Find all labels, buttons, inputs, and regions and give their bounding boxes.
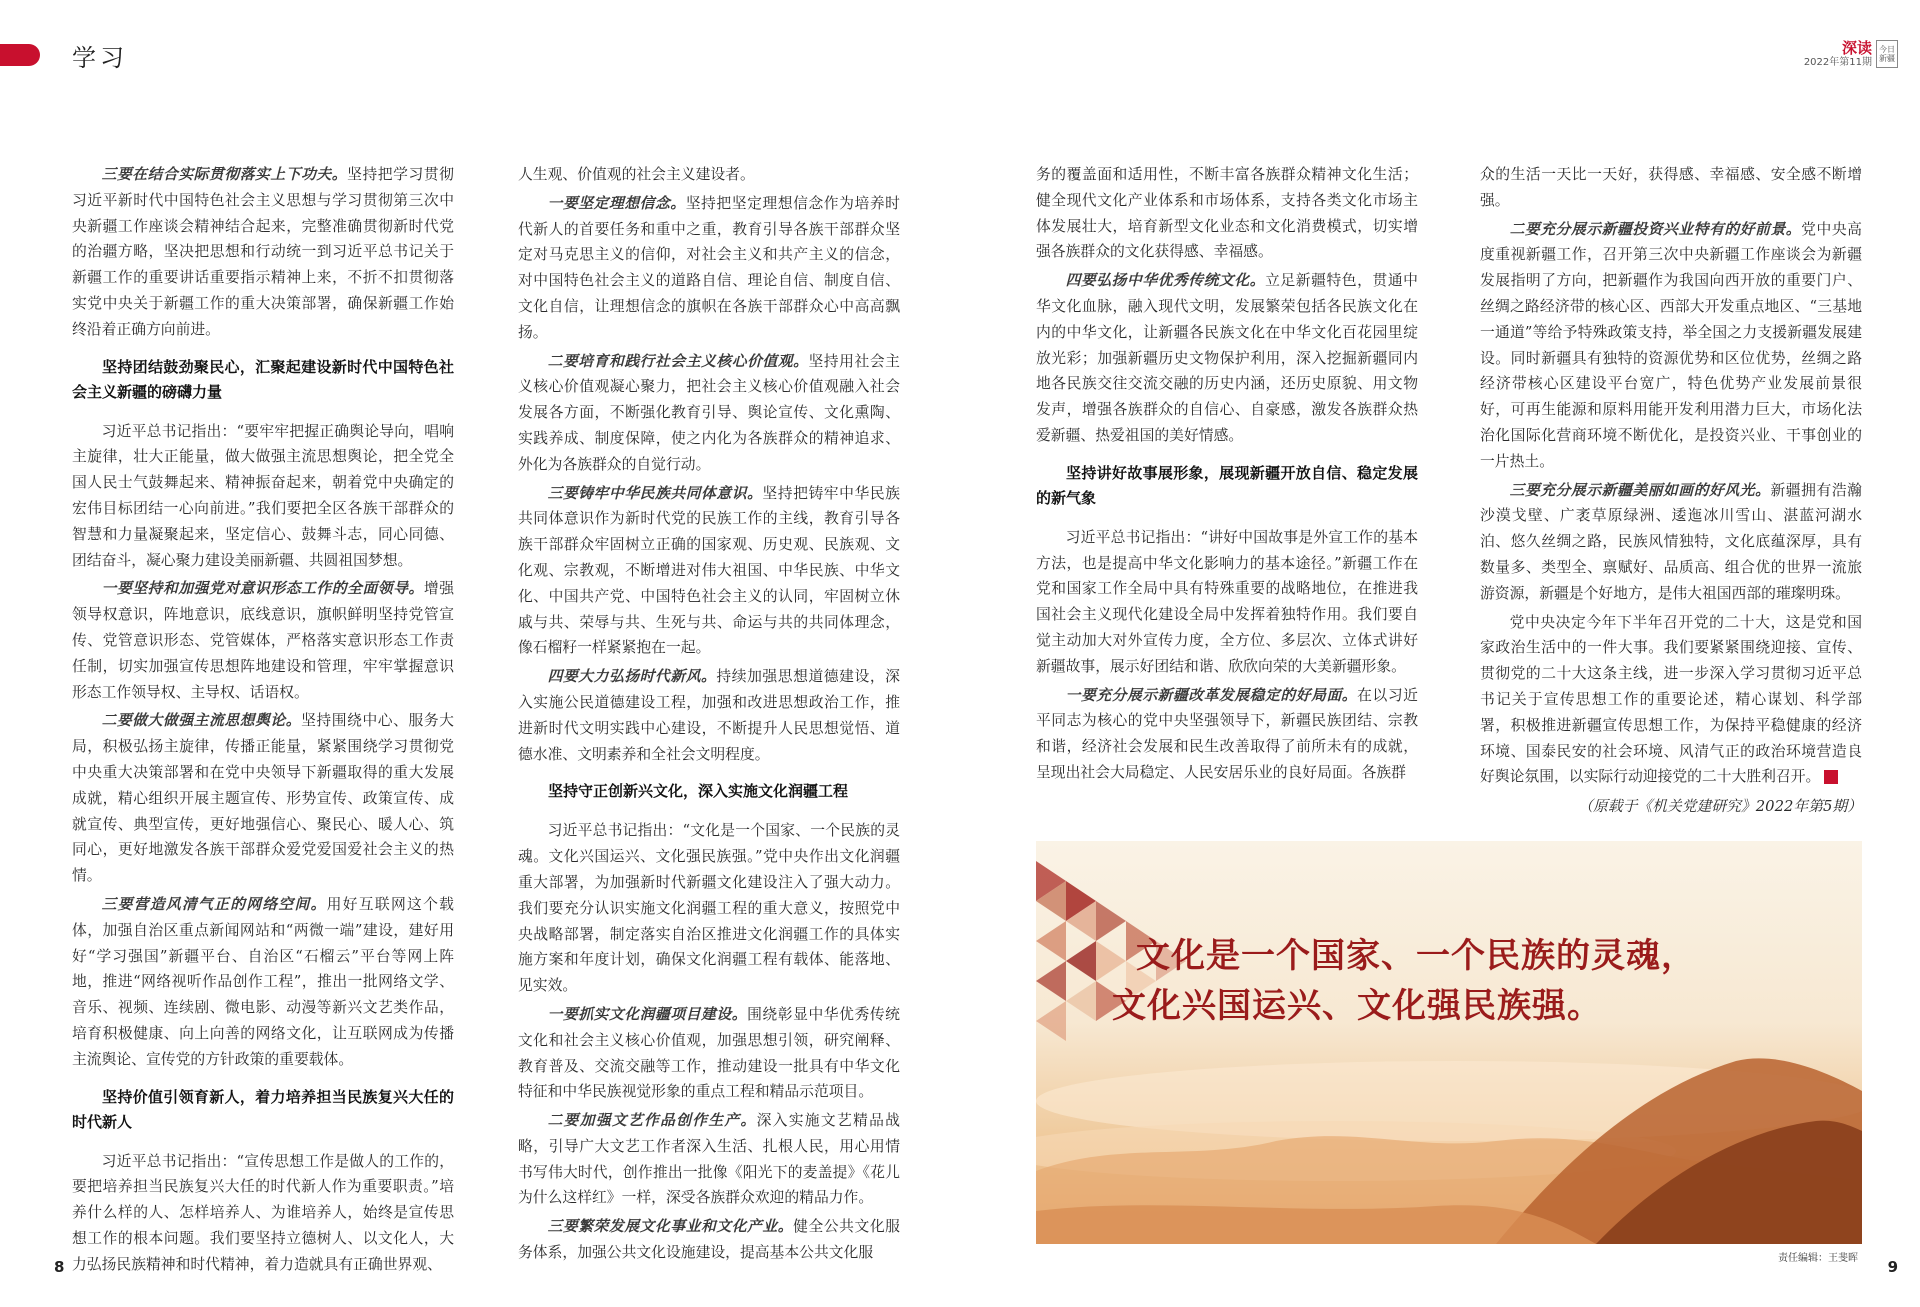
- quote-line: 文化兴国运兴、文化强民族强。: [1112, 986, 1602, 1026]
- paragraph: 一要充分展示新疆改革发展稳定的好局面。在以习近平同志为核心的党中央坚强领导下，新疆民族团结、宗教和谐，经济社会发展和民生改善取得了前所未有的成就，呈现出社会大局稳定、人民安居乐业的良好局面。各族群: [1036, 686, 1418, 781]
- paragraph: 人生观、价值观的社会主义建设者。: [518, 166, 755, 183]
- source-citation: （原载于《机关党建研究》2022年第5期）: [1578, 798, 1862, 816]
- paragraph: 务的覆盖面和适用性，不断丰富各族群众精神文化生活；健全现代文化产业体系和市场体系，支持各类文化市场主体发展壮大，培育新型文化业态和文化消费模式，切实增强各族群众的文化获得感、幸福感。: [1036, 166, 1418, 261]
- quote-text: [1112, 931, 1696, 1031]
- article-column-1: [72, 162, 454, 1280]
- paragraph: 四要大力弘扬时代新风。持续加强思想道德建设，深入实施公民道德建设工程，加强和改进思想政治工作，推进新时代文明实践中心建设，不断提升人民思想觉悟、道德水准、文明素养和全社会文明程度。: [518, 668, 900, 763]
- paragraph: 二要充分展示新疆投资兴业特有的好前景。党中央高度重视新疆工作，召开第三次中央新疆工作座谈会为新疆发展指明了方向，把新疆作为我国向西开放的重要门户、丝绸之路经济带的核心区、西部大开发重点地区、“三基地一通道”等给予特殊政策支持，举全国之力支援新疆发展建设。同时新疆具有独特的资源优势和区位优势，丝绸之路经济带核心区建设平台宽广，特色优势产业发展前景很好，可再生能源和原料用能开发利用潜力巨大，市场化法治化国际化营商环境不断优化，是投资兴业、干事创业的一片热土。: [1480, 220, 1862, 470]
- page-number-right: 9: [1887, 1258, 1898, 1276]
- section-heading: 坚持守正创新兴文化，深入实施文化润疆工程: [548, 782, 849, 801]
- brand-name: 深读: [1841, 39, 1872, 57]
- paragraph: 二要培育和践行社会主义核心价值观。坚持用社会主义核心价值观凝心聚力，把社会主义核心价值观融入社会发展各方面，不断强化教育引导、舆论宣传、文化熏陶、实践养成、制度保障，使之内化为各族群众的精神追求、外化为各族群众的自觉行动。: [518, 352, 900, 473]
- banner-decoration: [1036, 841, 1862, 1244]
- paragraph: 党中央决定今年下半年召开党的二十大，这是党和国家政治生活中的一件大事。我们要紧紧围绕迎接、宣传、贯彻党的二十大这条主线，进一步深入学习贯彻习近平总书记关于宣传思想工作的重要论述，精心谋划、科学部署，积极推进新疆宣传思想工作，为保持平稳健康的经济环境、国泰民安的社会环境、风清气正的政治环境营造良好舆论氛围，以实际行动迎接党的二十大胜利召开。 J: [1480, 613, 1862, 786]
- paragraph: 一要抓实文化润疆项目建设。围绕彰显中华优秀传统文化和社会主义核心价值观，加强思想引领，研究阐释、教育普及、交流交融等工作，推动建设一批具有中华文化特征和中华民族视觉形象的重点工程和精品示范项目。: [518, 1005, 900, 1101]
- paragraph: 三要营造风清气正的网络空间。用好互联网这个载体，加强自治区重点新闻网站和“两微一端”建设，建好用好“学习强国”新疆平台、自治区“石榴云”平台等网上阵地，推进“网络视听作品创作工程”，推出一批网络文学、音乐、视频、连续剧、微电影、动漫等新兴文艺类作品，培育积极健康、向上向善的网络文化，让互联网成为传播主流舆论、宣传党的方针政策的重要载体。: [72, 895, 454, 1068]
- paragraph: 习近平总书记指出：“宣传思想工作是做人的工作的，要把培养担当民族复兴大任的时代新人作为重要职责。”培养什么样的人、怎样培养人、为谁培养人，始终是宣传思想工作的根本问题。我们要坚持立德树人、以文化人，大力弘扬民族精神和时代精神，着力造就具有正确世界观、: [72, 1152, 454, 1273]
- article-column-4: [1480, 162, 1862, 820]
- paragraph: 二要做大做强主流思想舆论。坚持围绕中心、服务大局，积极弘扬主旋律，传播正能量，紧紧围绕学习贯彻党中央重大决策部署和在党中央领导下新疆取得的重大发展成就，精心组织开展主题宣传、形势宣传、政策宣传、成就宣传、典型宣传，更好地强信心、聚民心、暖人心、筑同心，更好地激发各族干部群众爱党爱国爱社会主义的热情。: [72, 712, 454, 885]
- paragraph: 二要加强文艺作品创作生产。深入实施文艺精品战略，引导广大文艺工作者深入生活、扎根人民，用心用情书写伟大时代，创作推出一批像《阳光下的麦盖提》《花儿为什么这样红》一样，深受各族群众欢迎的精品力作。: [518, 1112, 900, 1207]
- editor-credit: 责任编辑：王斐晖: [1778, 1253, 1858, 1264]
- paragraph: 三要在结合实际贯彻落实上下功夫。坚持把学习贯彻习近平新时代中国特色社会主义思想与学习贯彻第三次中央新疆工作座谈会精神结合起来，完整准确贯彻新时代党的治疆方略，坚决把思想和行动统一到习近平总书记关于新疆工作的重要讲话重要指示精神上来，不折不扣贯彻落实党中央关于新疆工作的重大决策部署，确保新疆工作始终沿着正确方向前进。: [72, 166, 454, 338]
- paragraph: 三要繁荣发展文化事业和文化产业。健全公共文化服务体系，加强公共文化设施建设，提高基本公共文化服: [518, 1218, 900, 1262]
- paragraph: 众的生活一天比一天好，获得感、幸福感、安全感不断增强。: [1480, 166, 1862, 209]
- paragraph: 习近平总书记指出：“要牢牢把握正确舆论导向，唱响主旋律，壮大正能量，做大做强主流思想舆论，把全党全国人民士气鼓舞起来、精神振奋起来，朝着党中央确定的宏伟目标团结一心向前进。”我们要把全区各族干部群众的智慧和力量凝聚起来，坚定信心、鼓舞斗志，同心同德、团结奋斗，凝心聚力建设美丽新疆、共圆祖国梦想。: [72, 422, 454, 569]
- paragraph: 四要弘扬中华优秀传统文化。立足新疆特色，贯通中华文化血脉，融入现代文明，发展繁荣包括各民族文化在内的中华文化，让新疆各民族文化在中华文化百花园里绽放光彩；加强新疆历史文物保护利用，深入挖掘新疆同内地各民族交往交流交融的历史内涵，还历史原貌、用文物发声，增强各族群众的自信心、自豪感，激发各族群众热爱新疆、热爱祖国的美好情感。: [1036, 272, 1418, 444]
- quote-banner: [1036, 841, 1862, 1244]
- section-heading: 坚持价值引领育新人，着力培养担当民族复兴大任的时代新人: [72, 1087, 454, 1131]
- article-column-3: [1036, 162, 1418, 789]
- section-heading: 坚持讲好故事展形象，展现新疆开放自信、稳定发展的新气象: [1036, 463, 1418, 507]
- quote-line: 文化是一个国家、一个民族的灵魂，: [1136, 936, 1696, 976]
- paragraph: 一要坚持和加强党对意识形态工作的全面领导。增强领导权意识，阵地意识，底线意识，旗帜鲜明坚持党管宣传、党管意识形态、党管媒体，严格落实意识形态工作责任制，切实加强宣传思想阵地建设和管理，牢牢掌握意识形态工作领导权、主导权、话语权。: [72, 580, 454, 701]
- paragraph: 一要坚定理想信念。坚持把坚定理想信念作为培养时代新人的首要任务和重中之重，教育引导各族干部群众坚定对马克思主义的信仰，对社会主义和共产主义的信念，对中国特色社会主义的道路自信、理论自信、制度自信、文化自信，让理想信念的旗帜在各族干部群众心中高高飘扬。: [518, 194, 900, 341]
- section-tab-marker: [0, 44, 40, 66]
- article-column-2: [518, 162, 900, 1269]
- paragraph: 习近平总书记指出：“文化是一个国家、一个民族的灵魂。文化兴国运兴、文化强民族强。”党中央作出文化润疆重大部署，为加强新时代新疆文化建设注入了强大动力。我们要充分认识实施文化润疆工程的重大意义，按照党中央战略部署，制定落实自治区推进文化润疆工作的具体实施方案和年度计划，确保文化润疆工程有载体、能落地、见实效。: [518, 822, 900, 995]
- section-title: 学习: [72, 44, 128, 72]
- brand-badge: 今日新疆: [1876, 40, 1898, 68]
- paragraph: 习近平总书记指出：“讲好中国故事是外宣工作的基本方法，也是提高中华文化影响力的基本途径。”新疆工作在党和国家工作全局中具有特殊重要的战略地位，在推进我国社会主义现代化建设全局中发挥着独特作用。我们要自觉主动加大对外宣传力度，全方位、多层次、立体式讲好新疆故事，展示好团结和谐、欣欣向荣的大美新疆形象。: [1036, 528, 1418, 675]
- section-heading: 坚持团结鼓劲聚民心，汇聚起建设新时代中国特色社会主义新疆的磅礴力量: [72, 357, 454, 401]
- end-mark-icon: J: [1824, 770, 1838, 784]
- page-number-left: 8: [54, 1258, 65, 1276]
- issue-label: 2022年第11期: [1803, 57, 1872, 68]
- magazine-brand: [1804, 40, 1898, 69]
- paragraph: 三要充分展示新疆美丽如画的好风光。新疆拥有浩瀚沙漠戈壁、广袤草原绿洲、逶迤冰川雪山、湛蓝河湖水泊、悠久丝绸之路，民族风情独特，文化底蕴深厚，具有数量多、类型全、禀赋好、品质高、组合优的世界一流旅游资源，新疆是个好地方，是伟大祖国西部的璀璨明珠。: [1480, 481, 1862, 602]
- paragraph: 三要铸牢中华民族共同体意识。坚持把铸牢中华民族共同体意识作为新时代党的民族工作的主线，教育引导各族干部群众牢固树立正确的国家观、历史观、民族观、文化观、宗教观，不断增进对伟大祖国、中华民族、中华文化、中国共产党、中国特色社会主义的认同，牢固树立休戚与共、荣辱与共、生死与共、命运与共的共同体理念，像石榴籽一样紧紧抱在一起。: [518, 484, 900, 657]
